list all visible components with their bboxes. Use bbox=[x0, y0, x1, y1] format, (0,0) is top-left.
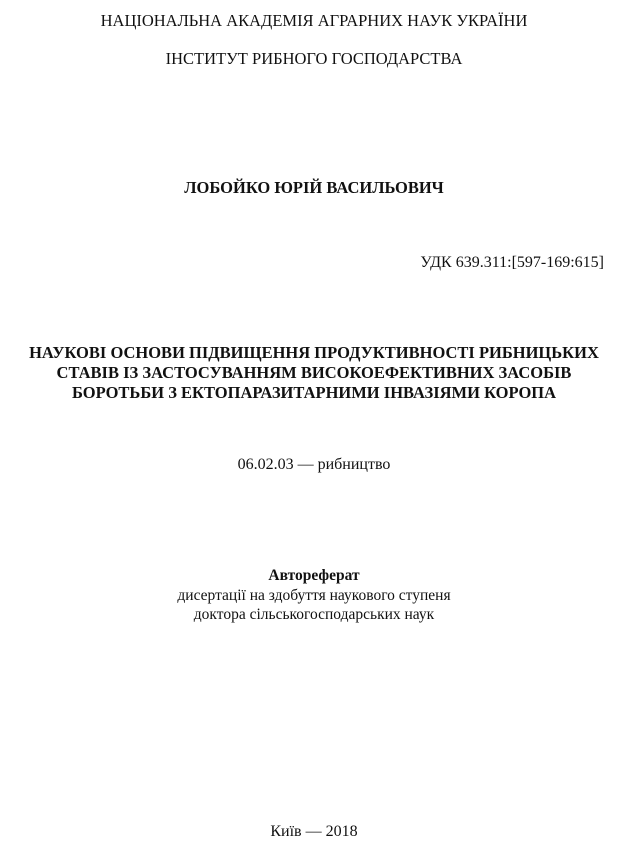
title-line-2: СТАВІВ ІЗ ЗАСТОСУВАННЯМ ВИСОКОЕФЕКТИВНИХ ЗАСОБІВ bbox=[56, 363, 572, 382]
institute-name: ІНСТИТУТ РИБНОГО ГОСПОДАРСТВА bbox=[165, 49, 463, 68]
title-line-3: БОРОТЬБИ З ЕКТОПАРАЗИТАРНИМИ ІНВАЗІЯМИ КОРОПА bbox=[71, 383, 557, 402]
dissertation-title bbox=[0, 343, 628, 403]
abstract-line-1: дисертації на здобуття наукового ступеня bbox=[177, 586, 451, 604]
udc-code: УДК 639.311:[597-169:615] bbox=[420, 254, 604, 271]
organization-name: НАЦІОНАЛЬНА АКАДЕМІЯ АГРАРНИХ НАУК УКРАЇНИ bbox=[100, 11, 528, 30]
abstract-heading: Автореферат bbox=[268, 567, 360, 584]
specialty-code: 06.02.03 — рибництво bbox=[237, 456, 391, 473]
title-line-1: НАУКОВІ ОСНОВИ ПІДВИЩЕННЯ ПРОДУКТИВНОСТІ РИБНИЦЬКИХ bbox=[29, 343, 599, 362]
abstract-description bbox=[0, 566, 628, 625]
city-year: Київ — 2018 bbox=[270, 823, 358, 840]
abstract-line-2: доктора сільськогосподарських наук bbox=[193, 606, 435, 623]
author-name: ЛОБОЙКО ЮРІЙ ВАСИЛЬОВИЧ bbox=[184, 178, 444, 197]
